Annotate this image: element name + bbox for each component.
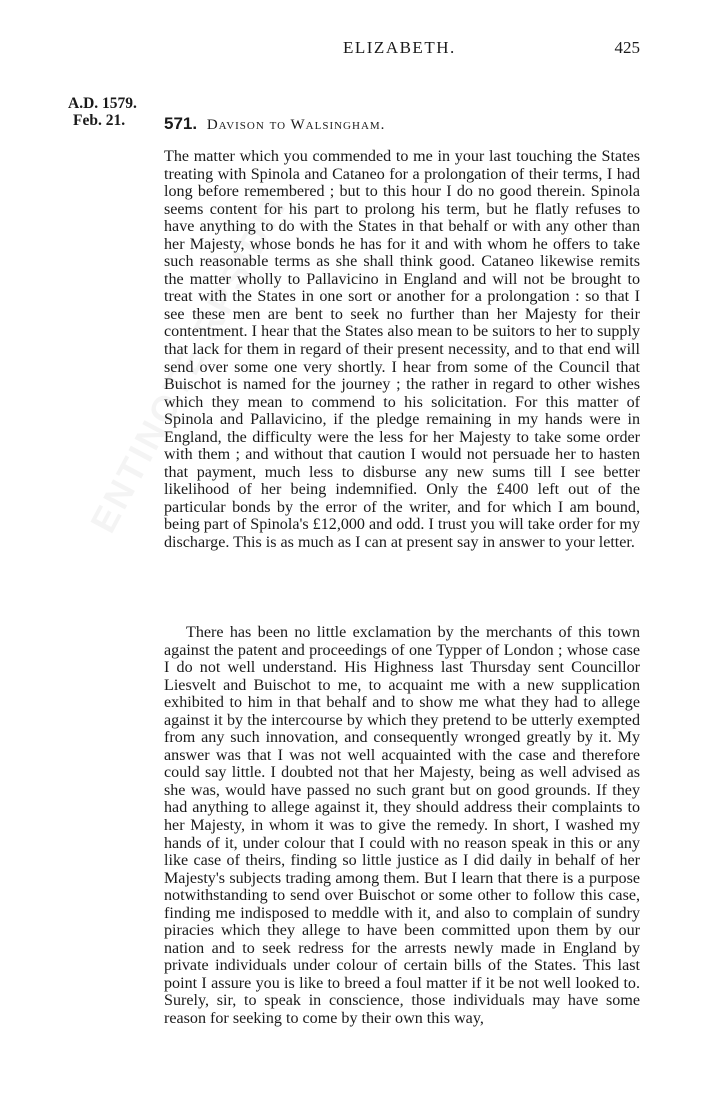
running-head	[165, 38, 640, 62]
page-number: 425	[614, 38, 640, 57]
paragraph: There has been no little exclamation by the merchants of this town against the patent and proceedings of one Typper of London ; whose case I do not well understand. His Highness last Thursday sent Councillor Liesvelt and Buischot to me, to acquaint me with a new supplication exhibited to him in that behalf and to show me what they had to allege against it by the intercourse by which they pretend to be utterly exempted from any such innovation, and consequently wronged greatly by it. My answer was that I was not well acquainted with the case and therefore could say little. I doubted not that her Majesty, being as well advised as she was, would have passed no such grant but on good grounds. If they had anything to allege against it, they should address their complaints to her Majesty, in whom it was to give the remedy. In short, I washed my hands of it, under colour that I could with no reason speak in this or any like case of theirs, finding so little justice as I did daily in behalf of her Majesty's subjects trading among them. But I learn that there is a purpose notwithstanding to send over Buischot or some other to follow this case, finding me indisposed to meddle with it, and also to complain of sundry piracies which they allege to have been committed upon them by our nation and to seek redress for the arrests newly made in England by private individuals under colour of certain bills of the States. This last point I assure you is like to breed a foul matter if it be not well looked to. Surely, sir, to speak in conscience, those individuals may have some reason for seeking to come by their own this way,	[164, 624, 640, 1028]
paragraph: The matter which you commended to me in your last touching the States treating with Spinola and Cataneo for a prolongation of their terms, I had long before remembered ; but to this hour I do no good therein. Spinola seems content for his part to prolong his term, but he flatly refuses to have anything to do with the States in that behalf or with any other than her Majesty, whose bonds he has for it and with whom he offers to take such reasonable terms as she shall think good. Cataneo likewise remits the matter wholly to Pallavicino in England and will not be brought to treat with the States in one sort or another for a prolongation : so that I see these men are bent to seek no further than her Majesty for their contentment. I hear that the States also mean to be suitors to her to supply that lack for them in regard of their present necessity, and to that end will send over some one very shortly. I hear from some of the Council that Buischot is named for the journey ; the rather in regard to other wishes which they mean to commend to his solicitation. For this matter of Spinola and Pallavicino, if the pledge remaining in my hands were in England, the difficulty were the less for her Majesty to take some order with them ; and without that caution I would not persuade her to hasten that payment, much less to disburse any new sums till I see better likelihood of her being indemnified. Only the £400 left out of the particular bonds by the error of the writer, and for which I am bound, being part of Spinola's £12,000 and odd. I trust you will take order for my discharge. This is as much as I can at present say in answer to your letter.	[164, 148, 640, 552]
entry-title: Davison to Walsingham.	[206, 117, 386, 133]
margin-date	[68, 95, 137, 129]
margin-year: A.D. 1579.	[68, 95, 137, 112]
running-head-title: ELIZABETH.	[343, 38, 456, 57]
entry-heading	[164, 114, 385, 134]
margin-day: Feb. 21.	[73, 112, 126, 129]
entry-number: 571.	[164, 114, 198, 133]
